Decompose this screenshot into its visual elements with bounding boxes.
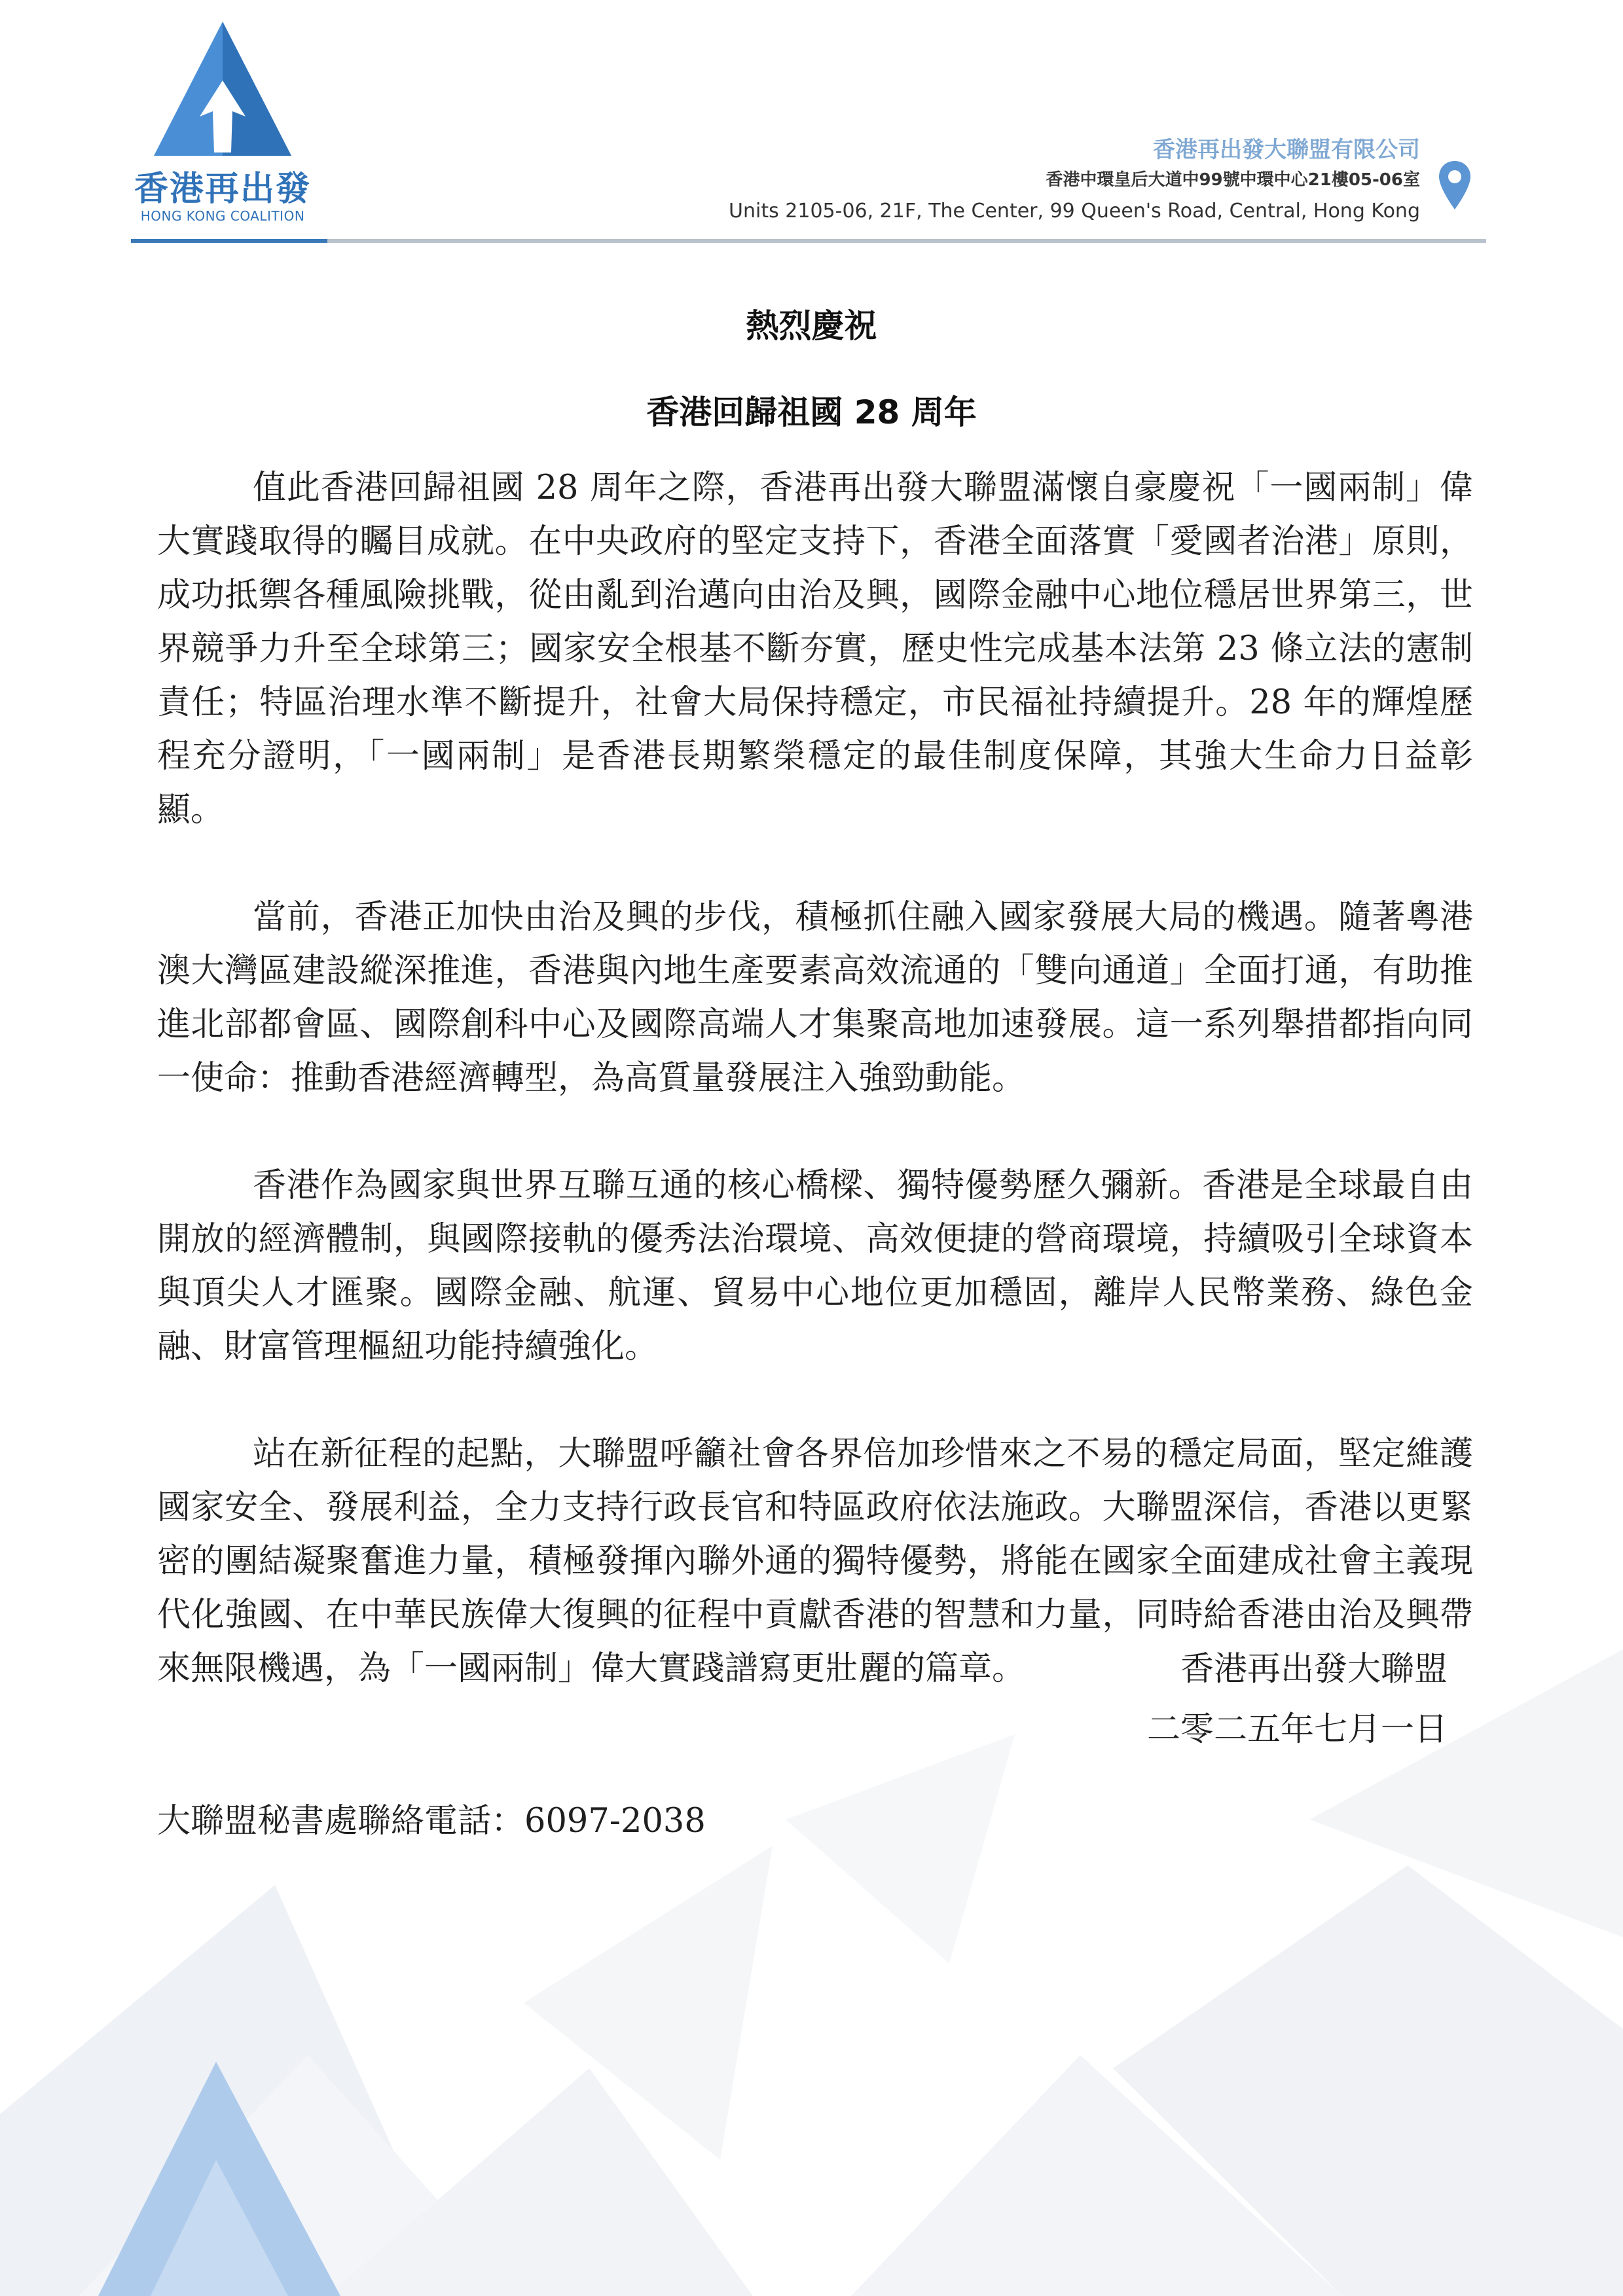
paragraph: 當前，香港正加快由治及興的步伐，積極抓住融入國家發展大局的機遇。隨著粵港澳大灣區建設縱深推進，香港與內地生產要素高效流通的「雙向通道」全面打通，有助推進北部都會區、國際創科中心及國際高端人才集聚高地加速發展。這一系列舉措都指向同一使命：推動香港經濟轉型，為高質量發展注入強勁動能。 <box>157 898 1473 1098</box>
mountain-arrow-icon <box>147 18 298 159</box>
paragraph: 香港作為國家與世界互聯互通的核心橋樑、獨特優勢歷久彌新。香港是全球最自由開放的經濟體制，與國際接軌的優秀法治環境、高效便捷的營商環境，持續吸引全球資本與頂尖人才匯聚。國際金融、航運、貿易中心地位更加穩固，離岸人民幣業務、綠色金融、財富管理樞紐功能持續強化。 <box>157 1166 1473 1366</box>
signature-org: 香港再出發大聯盟 <box>1180 1650 1448 1689</box>
address-chinese: 香港中環皇后大道中99號中環中心21樓05-06室 <box>1046 170 1420 190</box>
paragraph: 站在新征程的起點，大聯盟呼籲社會各界倍加珍惜來之不易的穩定局面，堅定維護國家安全、發展利益，全力支持行政長官和特區政府依法施政。大聯盟深信，香港以更緊密的團結凝聚奮進力量，積極發揮內聯外通的獨特優勢，將能在國家全面建成社會主義現代化強國、在中華民族偉大復興的征程中貢獻香港的智慧和力量，同時給香港由治及興帶來無限機遇，為「一國兩制」偉大實踐譜寫更壯麗的篇章。 <box>157 1435 1473 1688</box>
coalition-logo <box>128 18 318 228</box>
document-subtitle: 香港回歸祖國 28 周年 <box>646 393 977 431</box>
paragraph: 值此香港回歸祖國 28 周年之際，香港再出發大聯盟滿懷自豪慶祝「一國兩制」偉大實踐取得的矚目成就。在中央政府的堅定支持下，香港全面落實「愛國者治港」原則，成功抵禦各種風險挑戰，從由亂到治邁向由治及興，國際金融中心地位穩居世界第三，世界競爭力升至全球第三；國家安全根基不斷夯實，歷史性完成基本法第 23 條立法的憲制責任；特區治理水準不斷提升，社會大局保持穩定，市民福祉持續提升。28 年的輝煌歷程充分證明，「一國兩制」是香港長期繁榮穩定的最佳制度保障，其強大生命力日益彰顯。 <box>157 469 1473 829</box>
signature-date: 二零二五年七月一日 <box>1146 1710 1448 1749</box>
address-english: Units 2105-06, 21F, The Center, 99 Queen's Road, Central, Hong Kong <box>729 200 1420 223</box>
letterhead-contact <box>729 134 1420 228</box>
location-pin-icon <box>1438 160 1472 211</box>
logo-subtitle: HONG KONG COALITION <box>140 208 305 224</box>
document-title: 熱烈慶祝 <box>746 307 877 345</box>
header-divider <box>131 239 1486 243</box>
logo-title: 香港再出發 <box>134 170 311 209</box>
signature-block <box>1147 1640 1448 1760</box>
contact-phone-line: 大聯盟秘書處聯絡電話：6097-2038 <box>157 1802 706 1840</box>
company-name: 香港再出發大聯盟有限公司 <box>1153 137 1420 163</box>
letter-body <box>157 461 1473 1749</box>
